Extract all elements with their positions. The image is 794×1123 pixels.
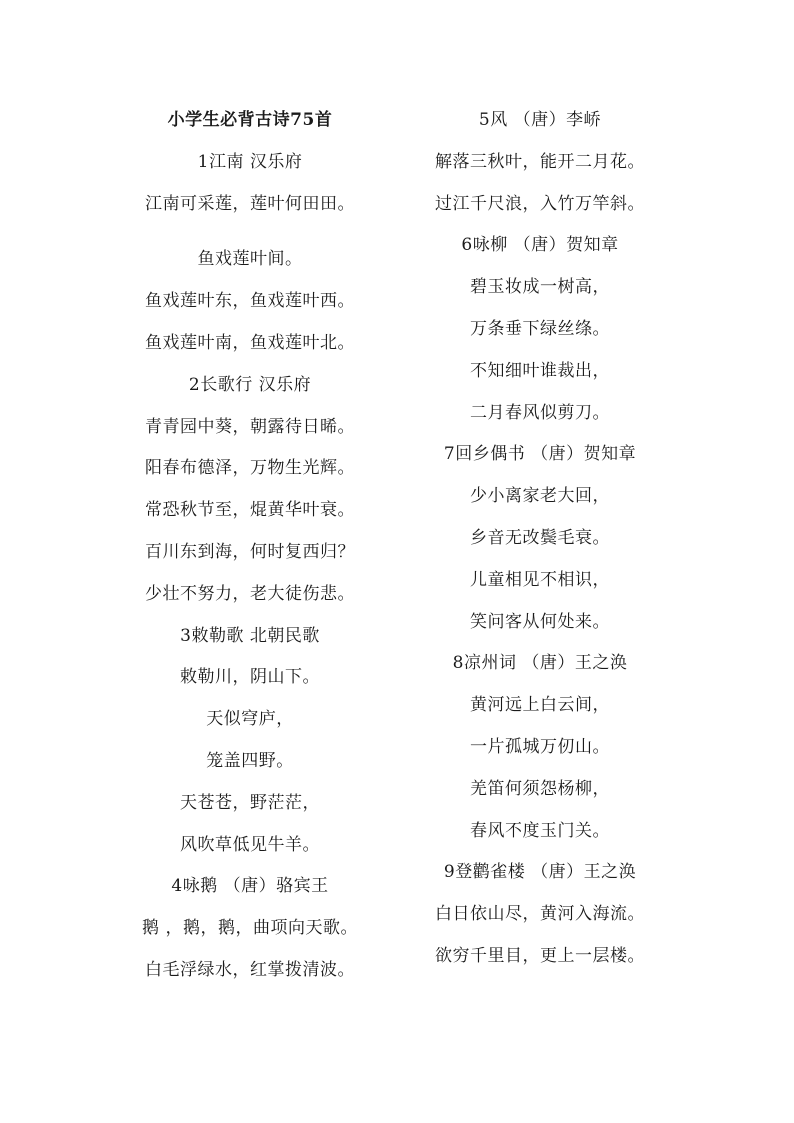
poem-line: 碧玉妆成一树高， (470, 277, 610, 298)
left-column (120, 100, 380, 992)
poem-title: 7回乡偶书 （唐）贺知章 (443, 444, 637, 465)
poem-line: 天苍苍，野茫茫， (180, 792, 320, 813)
poem-line: 过江千尺浪，入竹万竿斜。 (435, 193, 645, 214)
poem-line: 百川东到海，何时复西归？ (145, 541, 355, 562)
poem-line: 白毛浮绿水，红掌拨清波。 (145, 959, 355, 980)
poem-line: 欲穷千里目，更上一层楼。 (435, 945, 645, 966)
poem-5 (410, 100, 670, 225)
poem-line: 儿童相见不相识， (470, 569, 610, 590)
poem-title: 3敕勒歌 北朝民歌 (180, 625, 320, 646)
poem-8 (410, 643, 670, 852)
poem-line: 鹅 ，鹅，鹅，曲项向天歌。 (142, 918, 358, 939)
poem-line: 风吹草低见牛羊。 (180, 834, 320, 855)
poem-line: 不知细叶谁裁出， (470, 360, 610, 381)
poem-line: 鱼戏莲叶南，鱼戏莲叶北。 (145, 332, 355, 353)
poem-line: 乡音无改鬓毛衰。 (470, 527, 610, 548)
poem-line: 黄河远上白云间， (470, 695, 610, 716)
poem-9 (410, 852, 670, 977)
poem-4 (120, 866, 380, 991)
poem-6 (410, 225, 670, 434)
poem-line: 少小离家老大回， (470, 486, 610, 507)
poem-line: 敕勒川，阴山下。 (180, 667, 320, 688)
poem-1 (120, 142, 380, 365)
poem-line: 笼盖四野。 (206, 750, 294, 771)
poem-7 (410, 434, 670, 643)
poem-line: 阳春布德泽，万物生光辉。 (145, 458, 355, 479)
poem-title: 4咏鹅 （唐）骆宾王 (171, 876, 329, 897)
poem-title: 6咏柳 （唐）贺知章 (461, 235, 619, 256)
poem-2 (120, 365, 380, 616)
poem-line: 解落三秋叶，能开二月花。 (435, 151, 645, 172)
poem-line: 二月春风似剪刀。 (470, 402, 610, 423)
poem-title: 2长歌行 汉乐府 (188, 374, 312, 395)
poem-title: 5风 （唐）李峤 (478, 110, 602, 130)
poem-line: 万条垂下绿丝绦。 (470, 318, 610, 339)
poem-line: 天似穹庐， (206, 709, 294, 730)
poem-line: 少壮不努力，老大徒伤悲。 (145, 583, 355, 604)
stanza-gap (120, 225, 380, 239)
poem-line: 青青园中葵，朝露待日晞。 (145, 416, 355, 437)
poem-line: 一片孤城万仞山。 (470, 736, 610, 757)
document-title: 小学生必背古诗75首 (167, 110, 333, 130)
poem-line: 白日依山尽，黄河入海流。 (435, 904, 645, 925)
poem-title: 8凉州词 （唐）王之涣 (452, 653, 628, 674)
poem-3 (120, 616, 380, 867)
poem-line: 春风不度玉门关。 (470, 820, 610, 841)
poem-title: 9登鹳雀楼 （唐）王之涣 (443, 862, 637, 883)
poem-line: 羌笛何须怨杨柳， (470, 778, 610, 799)
poem-title: 1江南 汉乐府 (197, 151, 303, 172)
poem-line: 鱼戏莲叶间。 (197, 249, 303, 270)
poem-line: 江南可采莲，莲叶何田田。 (145, 193, 355, 214)
right-column (410, 100, 670, 978)
poem-line: 常恐秋节至，焜黄华叶衰。 (145, 500, 355, 521)
poem-line: 鱼戏莲叶东，鱼戏莲叶西。 (145, 291, 355, 312)
poem-line: 笑问客从何处来。 (470, 611, 610, 632)
